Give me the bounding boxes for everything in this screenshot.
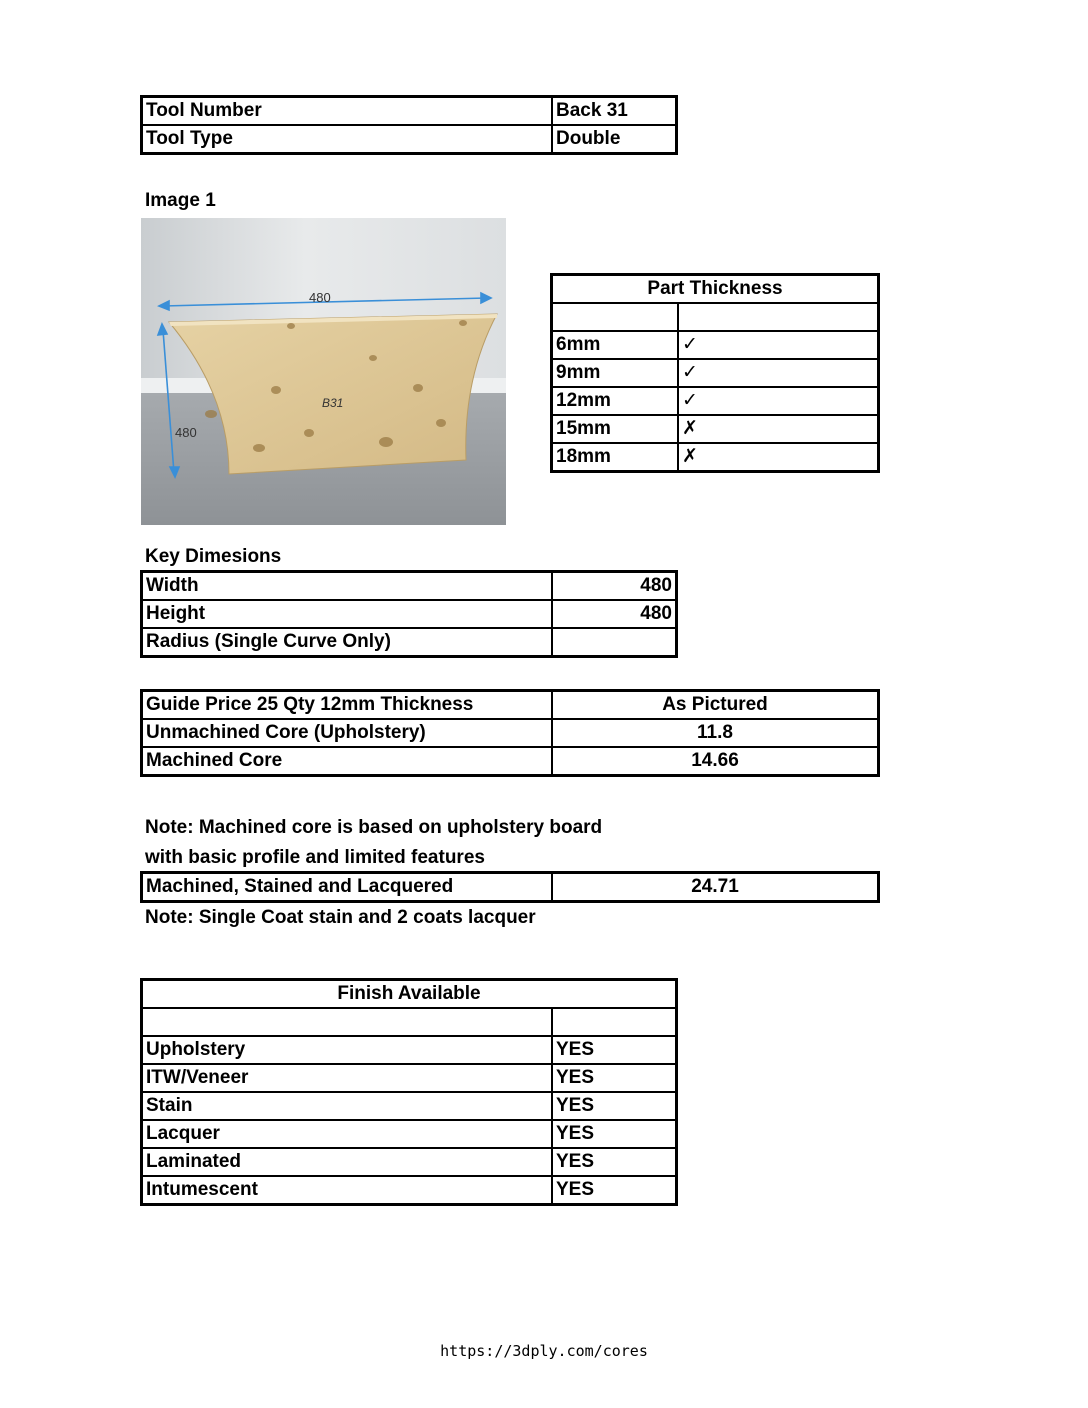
- price-label: Unmachined Core (Upholstery): [142, 719, 553, 747]
- table-row: [552, 415, 879, 443]
- table-row: [142, 1008, 677, 1036]
- image-title: Image 1: [145, 190, 216, 211]
- part-thickness-header: Part Thickness: [552, 275, 879, 304]
- finish-label: Upholstery: [142, 1036, 553, 1064]
- finish-label: Intumescent: [142, 1176, 553, 1205]
- finish-label: Stain: [142, 1092, 553, 1120]
- thickness-size: 6mm: [552, 331, 679, 359]
- thickness-size: 9mm: [552, 359, 679, 387]
- price-value: 11.8: [552, 719, 879, 747]
- finish-value: YES: [552, 1120, 677, 1148]
- table-row: [142, 1036, 677, 1064]
- height-annotation: 480: [175, 425, 197, 440]
- table-row: [142, 1064, 677, 1092]
- dimension-value: 480: [552, 600, 677, 628]
- table-row: [552, 387, 879, 415]
- table-row: [142, 628, 677, 657]
- table-row: [142, 1092, 677, 1120]
- key-dimensions-title: Key Dimesions: [145, 546, 282, 567]
- finish-value: YES: [552, 1176, 677, 1205]
- table-row: [552, 303, 879, 331]
- part-thickness-table: [550, 273, 880, 473]
- finish-value: YES: [552, 1148, 677, 1176]
- tool-info-table: [140, 95, 678, 155]
- check-icon: ✓: [678, 359, 879, 387]
- board-marking: B31: [322, 396, 344, 410]
- stained-value: 24.71: [552, 873, 879, 902]
- stain-note: Note: Single Coat stain and 2 coats lacquer: [145, 907, 536, 928]
- empty-cell: [142, 1008, 553, 1036]
- footer-url[interactable]: https://3dply.com/cores: [440, 1342, 648, 1360]
- finish-label: Laminated: [142, 1148, 553, 1176]
- table-row: [552, 359, 879, 387]
- tool-type-value: Double: [552, 125, 677, 154]
- key-dimensions-table: [140, 570, 678, 658]
- empty-cell: [678, 303, 879, 331]
- table-row: [552, 275, 879, 304]
- machined-note-line-1: Note: Machined core is based on upholstery board: [145, 817, 603, 838]
- table-row: [552, 331, 879, 359]
- part-photo: [141, 218, 506, 525]
- finish-label: ITW/Veneer: [142, 1064, 553, 1092]
- check-icon: ✓: [678, 331, 879, 359]
- table-row: [142, 747, 879, 776]
- table-row: [142, 572, 677, 601]
- finish-value: YES: [552, 1064, 677, 1092]
- table-row: [142, 1120, 677, 1148]
- empty-cell: [552, 1008, 677, 1036]
- check-icon: ✓: [678, 387, 879, 415]
- dimension-label: Height: [142, 600, 553, 628]
- table-row: [142, 1148, 677, 1176]
- table-row: [142, 980, 677, 1009]
- empty-cell: [552, 303, 679, 331]
- dimension-value: [552, 628, 677, 657]
- stained-label: Machined, Stained and Lacquered: [142, 873, 553, 902]
- thickness-size: 18mm: [552, 443, 679, 472]
- finish-header: Finish Available: [142, 980, 677, 1009]
- stained-price-table: [140, 871, 880, 903]
- dimension-label: Width: [142, 572, 553, 601]
- tool-number-value: Back 31: [552, 97, 677, 126]
- machined-note-line-2: with basic profile and limited features: [145, 847, 485, 868]
- price-value: 14.66: [552, 747, 879, 776]
- dimension-label: Radius (Single Curve Only): [142, 628, 553, 657]
- table-row: [142, 1176, 677, 1205]
- finish-table: [140, 978, 678, 1206]
- tool-type-label: Tool Type: [142, 125, 553, 154]
- finish-value: YES: [552, 1092, 677, 1120]
- pricing-table: [140, 689, 880, 777]
- table-row: [142, 873, 879, 902]
- price-label: Machined Core: [142, 747, 553, 776]
- table-row: [142, 600, 677, 628]
- table-row: [142, 691, 879, 720]
- pricing-header-label: Guide Price 25 Qty 12mm Thickness: [142, 691, 553, 720]
- pricing-header-value: As Pictured: [552, 691, 879, 720]
- cross-icon: ✗: [678, 443, 879, 472]
- dimension-value: 480: [552, 572, 677, 601]
- finish-value: YES: [552, 1036, 677, 1064]
- table-row: [552, 443, 879, 472]
- finish-label: Lacquer: [142, 1120, 553, 1148]
- tool-number-label: Tool Number: [142, 97, 553, 126]
- table-row: [142, 719, 879, 747]
- thickness-size: 15mm: [552, 415, 679, 443]
- cross-icon: ✗: [678, 415, 879, 443]
- table-row: [142, 97, 677, 126]
- thickness-size: 12mm: [552, 387, 679, 415]
- width-annotation: 480: [309, 290, 331, 305]
- table-row: [142, 125, 677, 154]
